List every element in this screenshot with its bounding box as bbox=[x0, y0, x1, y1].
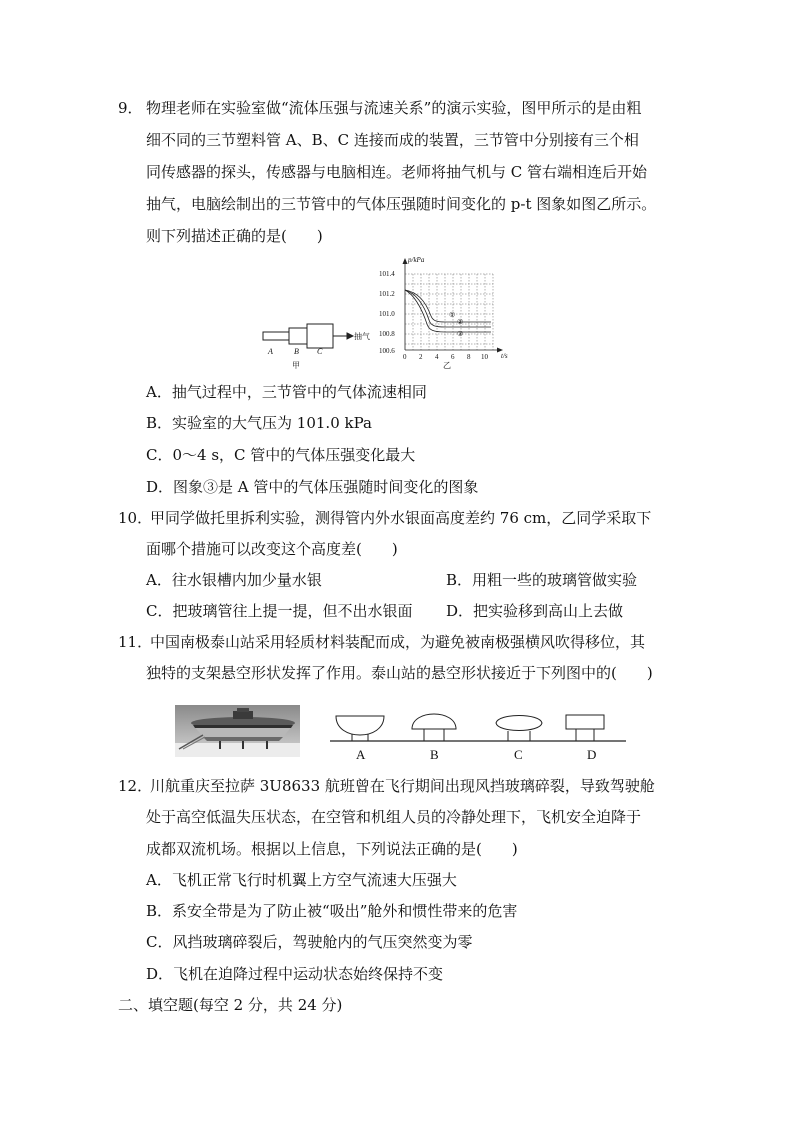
q9-option-d: D．图象③是 A 管中的气体压强随时间变化的图象 bbox=[146, 478, 479, 496]
taishan-station-photo bbox=[175, 705, 300, 757]
caption-yi: 乙 bbox=[443, 361, 451, 370]
q10-option-c: C．把玻璃管往上提一提，但不出水银面 bbox=[146, 602, 413, 620]
q9-option-a: A．抽气过程中，三节管中的气体流速相同 bbox=[146, 383, 427, 401]
caption-jia: 甲 bbox=[292, 361, 300, 370]
q10-option-b: B．用粗一些的玻璃管做实验 bbox=[446, 571, 638, 589]
y-tick-1010: 101.0 bbox=[379, 310, 395, 318]
q10-option-d: D．把实验移到高山上去做 bbox=[446, 602, 624, 620]
shape-label-d: D bbox=[587, 747, 597, 762]
y-tick-1014: 101.4 bbox=[379, 270, 395, 278]
x-tick-4: 4 bbox=[435, 353, 439, 361]
curve-label-3: ③ bbox=[457, 330, 464, 338]
x-tick-6: 6 bbox=[451, 353, 455, 361]
q10-option-a: A．往水银槽内加少量水银 bbox=[146, 571, 322, 589]
shape-label-b: B bbox=[430, 747, 439, 762]
pump-label: 抽气 bbox=[354, 332, 370, 341]
q12-line-1: 川航重庆至拉萨 3U8633 航班曾在飞行期间出现风挡玻璃碎裂，导致驾驶舱 bbox=[150, 777, 655, 795]
q9-number: 9． bbox=[118, 99, 143, 117]
q10-line-2: 面哪个措施可以改变这个高度差( ) bbox=[146, 540, 398, 558]
tube-label-c: C bbox=[317, 347, 323, 356]
shape-label-c: C bbox=[514, 747, 523, 762]
tube-label-b: B bbox=[294, 347, 299, 356]
q12-number: 12． bbox=[118, 777, 153, 795]
x-tick-8: 8 bbox=[467, 353, 471, 361]
x-tick-2: 2 bbox=[419, 353, 423, 361]
section-2-title: 二、填空题(每空 2 分，共 24 分) bbox=[118, 996, 343, 1014]
y-tick-1006: 100.6 bbox=[379, 347, 395, 355]
curve-label-1: ① bbox=[449, 311, 456, 319]
q9-line-5: 则下列描述正确的是( ) bbox=[146, 227, 323, 245]
shape-a bbox=[336, 716, 384, 741]
tube-a bbox=[263, 332, 289, 340]
q9-option-b: B．实验室的大气压为 101.0 kPa bbox=[146, 414, 372, 432]
q9-line-1: 物理老师在实验室做“流体压强与流速关系”的演示实验，图甲所示的是由粗 bbox=[146, 99, 642, 117]
q12-option-d: D．飞机在迫降过程中运动状态始终保持不变 bbox=[146, 965, 444, 983]
tube-label-a: A bbox=[268, 347, 273, 356]
y-tick-1012: 101.2 bbox=[379, 290, 395, 298]
pump-arrow-head bbox=[347, 333, 353, 339]
shape-d bbox=[566, 715, 604, 741]
y-tick-1008: 100.8 bbox=[379, 330, 395, 338]
x-axis-label: t/s bbox=[501, 352, 508, 360]
q9-line-3: 同传感器的探头，传感器与电脑相连。老师将抽气机与 C 管右端相连后开始 bbox=[146, 163, 648, 181]
q12-option-a: A．飞机正常飞行时机翼上方空气流速大压强大 bbox=[146, 871, 457, 889]
shape-c bbox=[496, 716, 542, 742]
q11-shapes-figure bbox=[328, 707, 628, 765]
x-tick-10: 10 bbox=[481, 353, 488, 361]
q12-line-2: 处于高空低温失压状态，在空管和机组人员的冷静处理下，飞机安全迫降于 bbox=[146, 808, 642, 826]
shape-b bbox=[412, 714, 456, 741]
q9-line-2: 细不同的三节塑料管 A、B、C 连接而成的装置，三节管中分别接有三个相 bbox=[146, 131, 639, 149]
tube-apparatus bbox=[263, 324, 353, 348]
curve-label-2: ② bbox=[457, 318, 464, 326]
q10-line-1: 甲同学做托里拆利实验，测得管内外水银面高度差约 76 cm，乙同学采取下 bbox=[150, 509, 652, 527]
x-tick-0: 0 bbox=[403, 353, 407, 361]
tube-b bbox=[289, 328, 307, 344]
q11-line-1: 中国南极泰山站采用轻质材料装配而成，为避免被南极强横风吹得移位，其 bbox=[150, 633, 646, 651]
q12-option-b: B．系安全带是为了防止被“吸出”舱外和惯性带来的危害 bbox=[146, 902, 518, 920]
q12-option-c: C．风挡玻璃碎裂后，驾驶舱内的气压突然变为零 bbox=[146, 933, 473, 951]
pt-graph bbox=[379, 256, 508, 370]
y-axis-label: p/kPa bbox=[408, 256, 425, 264]
q9-line-4: 抽气，电脑绘制出的三节管中的气体压强随时间变化的 p-t 图象如图乙所示。 bbox=[146, 195, 657, 213]
q9-figure bbox=[255, 254, 525, 374]
tube-c bbox=[307, 324, 333, 348]
q11-number: 11． bbox=[118, 633, 153, 651]
curve-1 bbox=[405, 290, 491, 322]
q9-option-c: C．0～4 s，C 管中的气体压强变化最大 bbox=[146, 446, 416, 464]
q12-line-3: 成都双流机场。根据以上信息，下列说法正确的是( ) bbox=[146, 840, 518, 858]
q11-line-2: 独特的支架悬空形状发挥了作用。泰山站的悬空形状接近于下列图中的( ) bbox=[146, 664, 653, 682]
shape-label-a: A bbox=[356, 747, 366, 762]
q10-number: 10． bbox=[118, 509, 153, 527]
